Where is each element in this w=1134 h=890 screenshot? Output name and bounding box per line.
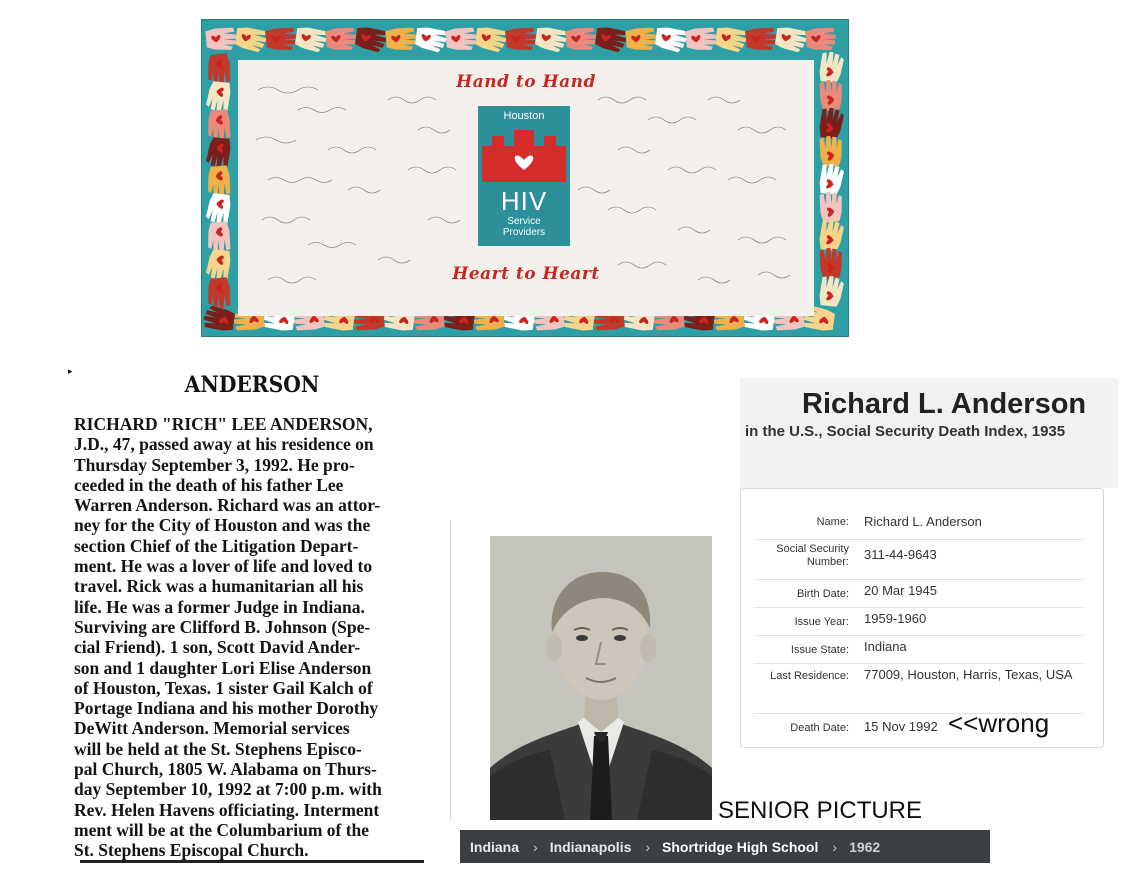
quilt-hand-shape bbox=[206, 165, 232, 197]
quilt-hand-shape bbox=[819, 275, 845, 307]
ssdi-label-birth-date: Birth Date: bbox=[797, 588, 849, 600]
quilt-hand-shape bbox=[205, 137, 231, 169]
obituary-line: DeWitt Anderson. Memorial services bbox=[74, 718, 350, 739]
quilt-top-text: Hand to Hand bbox=[456, 72, 596, 92]
quilt-hand-shape bbox=[206, 277, 232, 309]
hiv-service-providers-logo bbox=[478, 106, 570, 246]
obituary-line: day September 10, 1992 at 7:00 p.m. with bbox=[74, 779, 382, 800]
quilt-hand-shape bbox=[819, 163, 845, 195]
quilt-hand-shape bbox=[714, 26, 747, 53]
ssdi-value-death-date: 15 Nov 1992 bbox=[864, 719, 938, 734]
obituary-line: Warren Anderson. Richard was an attor- bbox=[74, 495, 381, 516]
quilt-hand-shape bbox=[205, 249, 231, 281]
ssdi-label-name: Name: bbox=[816, 516, 849, 528]
chevron-right-icon: › bbox=[832, 838, 838, 855]
ssdi-label-last-residence: Last Residence: bbox=[770, 670, 849, 682]
quilt-hand-shape bbox=[203, 305, 236, 332]
quilt-hand-shape bbox=[206, 109, 232, 141]
obituary-line: section Chief of the Litigation Depart- bbox=[74, 535, 359, 556]
obituary-line: life. He was a former Judge in Indiana. bbox=[74, 596, 365, 617]
ssdi-value-name: Richard L. Anderson bbox=[864, 514, 982, 529]
obituary-line: J.D., 47, passed away at his residence on bbox=[74, 434, 374, 455]
quilt-hand-shape bbox=[265, 26, 297, 52]
obituary-line: Thursday September 3, 1992. He pro- bbox=[74, 454, 355, 475]
senior-portrait-photo bbox=[490, 536, 712, 820]
building-heart-icon bbox=[482, 124, 566, 182]
quilt-hand-shape bbox=[565, 26, 597, 52]
ssdi-row-ssn bbox=[755, 539, 1083, 580]
breadcrumb-year[interactable]: 1962 bbox=[849, 838, 881, 855]
ssdi-value-ssn: 311-44-9643 bbox=[864, 547, 937, 562]
quilt-hand-shape bbox=[234, 26, 267, 53]
ssdi-label-death-date: Death Date: bbox=[790, 722, 849, 734]
obituary-line: of Houston, Texas. 1 sister Gail Kalch of bbox=[74, 677, 373, 698]
logo-city: Houston bbox=[503, 110, 545, 122]
obituary-line: cial Friend). 1 son, Scott David Ander- bbox=[74, 637, 361, 658]
chevron-right-icon: › bbox=[645, 838, 651, 855]
quilt-hand-shape bbox=[534, 26, 567, 53]
school-breadcrumb bbox=[460, 830, 990, 863]
obituary-heading: ANDERSON bbox=[184, 372, 320, 398]
quilt-hand-shape bbox=[206, 53, 232, 85]
ssdi-row-name bbox=[755, 511, 1083, 539]
quilt-hand-shape bbox=[819, 51, 845, 83]
quilt-hand-shape bbox=[205, 193, 231, 225]
quilt-hand-shape bbox=[505, 26, 537, 52]
quilt-hand-shape bbox=[818, 191, 844, 223]
quilt-hand-shape bbox=[414, 26, 447, 53]
quilt-hand-shape bbox=[819, 219, 845, 251]
quilt-hand-shape bbox=[818, 247, 844, 279]
ssdi-value-last-residence: 77009, Houston, Harris, Texas, USA bbox=[864, 667, 1073, 682]
obituary-bullet: ▸ bbox=[68, 366, 73, 376]
quilt-hand-shape bbox=[594, 26, 627, 53]
wrong-annotation: <<wrong bbox=[948, 708, 1050, 738]
ssdi-label-ssn: Social Security Number: bbox=[776, 543, 849, 568]
ssdi-label-issue-year: Issue Year: bbox=[794, 616, 849, 628]
logo-acronym: HIV bbox=[500, 186, 548, 216]
quilt-hand-shape bbox=[654, 26, 687, 53]
aids-quilt-panel bbox=[202, 20, 848, 336]
quilt-bottom-text: Heart to Heart bbox=[452, 264, 600, 284]
obituary-line: travel. Rick was a humanitarian all his bbox=[74, 576, 364, 597]
obituary-bottom-rule bbox=[80, 860, 424, 871]
portrait-illustration bbox=[490, 536, 712, 820]
column-separator bbox=[450, 520, 451, 820]
obituary-line: Portage Indiana and his mother Dorothy bbox=[74, 698, 379, 719]
quilt-hand-shape bbox=[745, 26, 777, 52]
ssdi-row-last-residence bbox=[755, 663, 1083, 714]
photo-caption: SENIOR PICTURE bbox=[718, 797, 923, 824]
ssdi-record-card bbox=[740, 488, 1104, 748]
chevron-right-icon: › bbox=[533, 838, 538, 855]
quilt-hand-shape bbox=[819, 107, 845, 139]
obituary-line: ney for the City of Houston and was the bbox=[74, 515, 371, 536]
obituary-line: Rev. Helen Havens officiating. Interment bbox=[74, 799, 380, 820]
quilt-hand-shape bbox=[354, 26, 387, 53]
obituary-text bbox=[74, 414, 436, 861]
record-person-name: Richard L. Anderson bbox=[802, 388, 1087, 420]
ssdi-value-issue-state: Indiana bbox=[864, 639, 907, 654]
quilt-hand-shape bbox=[445, 26, 477, 52]
obituary-line: son and 1 daughter Lori Elise Anderson bbox=[74, 657, 372, 678]
obituary-line: pal Church, 1805 W. Alabama on Thurs- bbox=[74, 759, 377, 780]
quilt-hand-shape bbox=[818, 79, 844, 111]
logo-subtitle-line2: Providers bbox=[502, 227, 546, 238]
quilt-hand-shape bbox=[818, 135, 844, 167]
quilt-hand-shape bbox=[774, 26, 807, 53]
quilt-hand-shape bbox=[805, 26, 837, 52]
ssdi-value-birth-date: 20 Mar 1945 bbox=[864, 583, 937, 598]
quilt-hand-shape bbox=[325, 26, 357, 52]
obituary-line: Surviving are Clifford B. Johnson (Spe- bbox=[74, 616, 371, 637]
logo-subtitle-line1: Service bbox=[507, 216, 541, 227]
ssdi-row-birth-date bbox=[755, 579, 1083, 608]
logo-subtitle bbox=[478, 216, 570, 238]
quilt-hand-shape bbox=[294, 26, 327, 53]
breadcrumb-state[interactable]: Indiana bbox=[470, 838, 520, 855]
quilt-hand-shape bbox=[474, 26, 507, 53]
ssdi-value-issue-year: 1959-1960 bbox=[864, 611, 927, 626]
obituary-line: ment will be at the Columbarium of the bbox=[74, 819, 370, 840]
quilt-hand-shape bbox=[205, 26, 237, 52]
breadcrumb-school[interactable]: Shortridge High School bbox=[662, 838, 819, 855]
obituary-line: ceeded in the death of his father Lee bbox=[74, 474, 344, 495]
breadcrumb-city[interactable]: Indianapolis bbox=[549, 838, 632, 855]
record-collection-title: in the U.S., Social Security Death Index, 1935 bbox=[745, 423, 1066, 440]
obituary-line: ment. He was a lover of life and loved to bbox=[74, 556, 373, 577]
ssdi-row-issue-year bbox=[755, 607, 1083, 636]
quilt-hand-shape bbox=[205, 81, 231, 113]
quilt-hand-shape bbox=[385, 26, 417, 52]
ssdi-label-issue-state: Issue State: bbox=[790, 644, 849, 656]
ssdi-row-issue-state bbox=[755, 635, 1083, 664]
ssdi-record-header bbox=[740, 378, 1118, 488]
quilt-hand-shape bbox=[625, 26, 657, 52]
quilt-hand-shape bbox=[206, 221, 232, 253]
quilt-hand-shape bbox=[685, 26, 717, 52]
obituary-line: RICHARD "RICH" LEE ANDERSON, bbox=[74, 414, 373, 434]
obituary-line: St. Stephens Episcopal Church. bbox=[74, 840, 309, 861]
obituary-line: will be held at the St. Stephens Episco- bbox=[74, 738, 362, 759]
